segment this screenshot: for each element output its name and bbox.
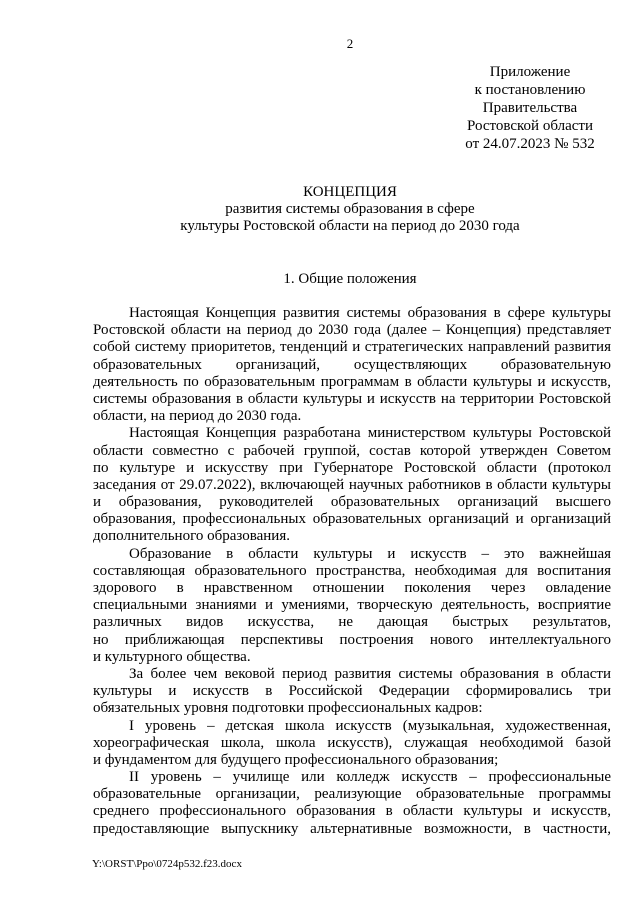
body-line: Настоящая Концепция разработана министерством культуры Ростовской xyxy=(129,425,611,442)
appendix-line: Правительства xyxy=(482,100,578,116)
body-line: и образования, руководителей образовательных организаций высшего xyxy=(93,494,611,511)
body-line: Ростовской области на период до 2030 года (далее – Концепция) представляет xyxy=(93,322,611,339)
footer-file-path: Y:\ORST\Ppo\0724p532.f23.docx xyxy=(92,858,242,870)
body-line: различных видов искусства, не дающая быстрых результатов, xyxy=(93,614,611,631)
page-number: 2 xyxy=(346,36,354,51)
body-line: области совместно с рабочей группой, состав которой утвержден Советом xyxy=(93,442,611,459)
body-line: здорового в нравственном отношении поколения через овладение xyxy=(93,580,611,596)
body-line: заседания от 29.07.2022), включающей научных работников в области культуры xyxy=(93,476,611,493)
body-line: Настоящая Концепция развития системы образования в сфере культуры xyxy=(129,305,611,321)
body-line: среднего профессионального образования в области культуры и искусств, xyxy=(93,803,611,820)
body-line: деятельность по образовательным программам в области культуры и искусств, xyxy=(93,373,611,390)
section-heading: 1. Общие положения xyxy=(283,271,417,287)
body-line: хореографическая школа, школа искусств), служащая необходимой базой xyxy=(93,734,611,751)
appendix-line: Приложение xyxy=(489,64,571,80)
body-line: собой систему приоритетов, тенденций и стратегических направлений развития xyxy=(93,339,611,356)
document-title: КОНЦЕПЦИЯ xyxy=(303,184,397,200)
body-line: II уровень – училище или колледж искусств – профессиональные xyxy=(129,769,611,786)
body-line: по культуре и искусству при Губернаторе Ростовской области (протокол xyxy=(93,459,611,476)
appendix-line: Ростовской области xyxy=(467,118,593,134)
body-line: образования, профессиональных образовательных организаций и организаций xyxy=(93,511,611,528)
body-line: специальными знаниями и умениями, творческую деятельность, восприятие xyxy=(93,597,611,614)
body-line: обязательных уровня подготовки профессиональных кадров: xyxy=(93,700,483,717)
body-line: Образование в области культуры и искусств – это важнейшая xyxy=(129,545,611,562)
body-line: и культурного общества. xyxy=(93,648,251,665)
body-line: составляющая образовательного пространства, необходимая для воспитания xyxy=(93,562,611,579)
body-line: культуры и искусств в Российской Федерации сформировались три xyxy=(93,683,611,700)
body-line: но приближающая перспективы построения нового интеллектуального xyxy=(93,631,611,648)
subtitle-line: развития системы образования в сфере xyxy=(225,201,475,217)
body-line: образовательных организаций, осуществляющих образовательную xyxy=(93,356,611,373)
document-subtitle xyxy=(0,201,640,235)
body-line: системы образования в области культуры и искусств на территории Ростовской xyxy=(93,390,611,407)
body-text xyxy=(93,305,611,838)
appendix-block xyxy=(430,63,630,153)
appendix-line: к постановлению xyxy=(474,82,586,98)
body-line: области, на период до 2030 года. xyxy=(93,408,302,425)
body-line: предоставляющие выпускнику альтернативные возможности, в частности, xyxy=(93,820,611,837)
body-line: дополнительного образования. xyxy=(93,528,290,545)
body-line: и фундаментом для будущего профессионального образования; xyxy=(93,751,499,768)
body-line: За более чем вековой период развития системы образования в области xyxy=(129,665,611,682)
body-line: I уровень – детская школа искусств (музыкальная, художественная, xyxy=(129,717,611,734)
body-line: образовательные организации, реализующие образовательные программы xyxy=(93,786,611,803)
subtitle-line: культуры Ростовской области на период до 2030 года xyxy=(180,218,520,234)
appendix-line: от 24.07.2023 № 532 xyxy=(465,136,595,152)
